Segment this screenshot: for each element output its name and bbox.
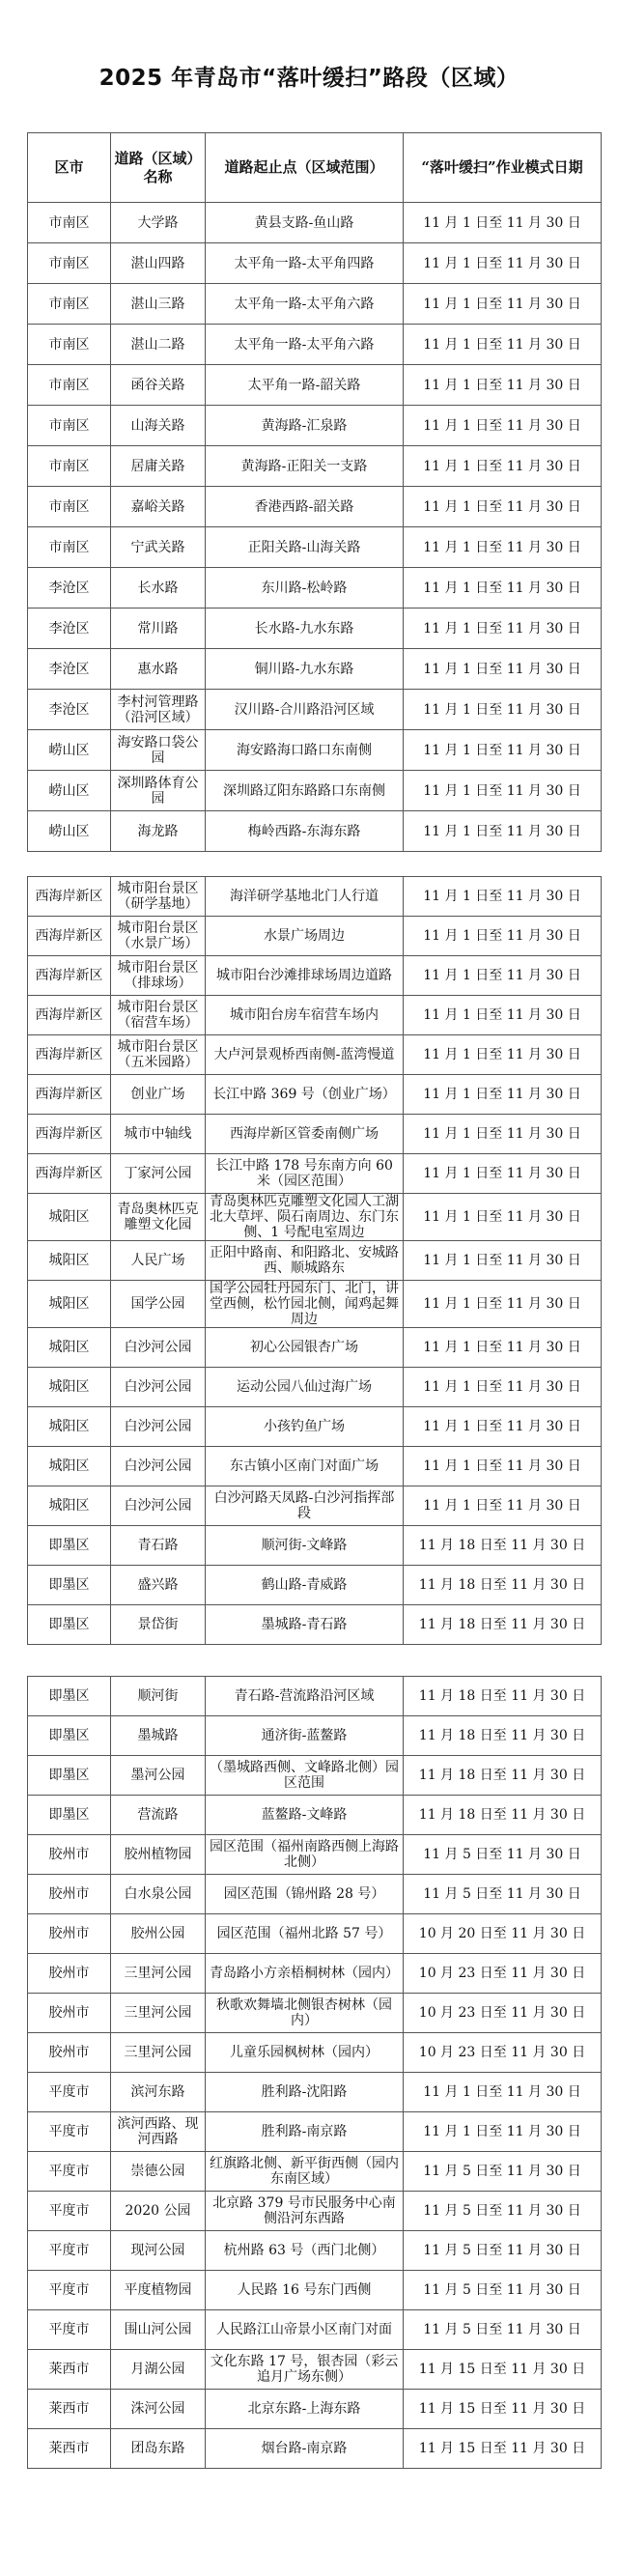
cell-district: 李沧区 — [28, 690, 111, 730]
cell-road-range: 香港西路-韶关路 — [206, 487, 404, 527]
cell-date: 11 月 15 日至 11 月 30 日 — [404, 2429, 602, 2469]
cell-road-name: 滨河东路 — [111, 2073, 206, 2112]
cell-road-range: 秋歌欢舞墙北侧银杏树林（园内） — [206, 1994, 404, 2033]
cell-road-range: 深圳路辽阳东路路口东南侧 — [206, 771, 404, 811]
table-row — [28, 1368, 602, 1407]
cell-date: 11 月 1 日至 11 月 30 日 — [404, 1407, 602, 1447]
cell-district: 平度市 — [28, 2112, 111, 2152]
cell-road-range: 海安路海口路口东南侧 — [206, 730, 404, 771]
table-row — [28, 877, 602, 917]
table-row — [28, 1035, 602, 1075]
cell-date: 11 月 1 日至 11 月 30 日 — [404, 1328, 602, 1368]
cell-road-range: 顺河街-文峰路 — [206, 1526, 404, 1566]
cell-road-range: 儿童乐园枫树林（园内） — [206, 2033, 404, 2073]
table-row — [28, 917, 602, 956]
cell-district: 李沧区 — [28, 649, 111, 690]
cell-district: 崂山区 — [28, 771, 111, 811]
table-row — [28, 2192, 602, 2231]
table-row — [28, 1154, 602, 1194]
cell-road-range: 北京东路-上海东路 — [206, 2390, 404, 2429]
cell-district: 城阳区 — [28, 1368, 111, 1407]
table-row — [28, 1194, 602, 1241]
cell-district: 崂山区 — [28, 811, 111, 852]
cell-road-range: 太平角一路-太平角四路 — [206, 243, 404, 284]
table-row — [28, 2350, 602, 2390]
table-row — [28, 1281, 602, 1328]
cell-road-name: 墨河公园 — [111, 1756, 206, 1796]
table-row — [28, 2429, 602, 2469]
table-row — [28, 1796, 602, 1835]
cell-road-range: 胜利路-沈阳路 — [206, 2073, 404, 2112]
cell-date: 11 月 1 日至 11 月 30 日 — [404, 730, 602, 771]
cell-district: 西海岸新区 — [28, 1075, 111, 1115]
cell-road-range: 人民路江山帝景小区南门对面 — [206, 2310, 404, 2350]
cell-date: 11 月 1 日至 11 月 30 日 — [404, 1154, 602, 1194]
cell-road-name: 湛山四路 — [111, 243, 206, 284]
cell-date: 11 月 1 日至 11 月 30 日 — [404, 203, 602, 243]
cell-road-name: 月湖公园 — [111, 2350, 206, 2390]
cell-road-name: 城市阳台景区（水景广场） — [111, 917, 206, 956]
table-row — [28, 1914, 602, 1954]
cell-date: 11 月 5 日至 11 月 30 日 — [404, 2231, 602, 2271]
cell-district: 胶州市 — [28, 1914, 111, 1954]
cell-road-range: 青石路-营流路沿河区域 — [206, 1677, 404, 1716]
cell-road-range: 鹤山路-青威路 — [206, 1566, 404, 1605]
cell-road-name: 2020 公园 — [111, 2192, 206, 2231]
cell-road-name: 大学路 — [111, 203, 206, 243]
cell-road-name: 平度植物园 — [111, 2271, 206, 2310]
cell-road-range: 黄海路-汇泉路 — [206, 406, 404, 446]
header-district: 区市 — [28, 133, 111, 203]
table-row — [28, 771, 602, 811]
cell-district: 即墨区 — [28, 1526, 111, 1566]
cell-road-range: 蓝鳌路-文峰路 — [206, 1796, 404, 1835]
cell-date: 11 月 1 日至 11 月 30 日 — [404, 1281, 602, 1328]
cell-road-range: 长江中路 369 号（创业广场） — [206, 1075, 404, 1115]
table-row — [28, 1486, 602, 1526]
table-row — [28, 2152, 602, 2192]
cell-date: 11 月 1 日至 11 月 30 日 — [404, 568, 602, 609]
cell-road-range: 烟台路-南京路 — [206, 2429, 404, 2469]
cell-district: 市南区 — [28, 365, 111, 406]
road-table-part-2 — [27, 876, 602, 1645]
cell-district: 城阳区 — [28, 1328, 111, 1368]
cell-road-name: 函谷关路 — [111, 365, 206, 406]
table-row — [28, 1875, 602, 1914]
cell-road-range: 文化东路 17 号，银杏园（彩云追月广场东侧） — [206, 2350, 404, 2390]
cell-road-name: 崇德公园 — [111, 2152, 206, 2192]
cell-road-name: 洙河公园 — [111, 2390, 206, 2429]
cell-district: 崂山区 — [28, 730, 111, 771]
cell-district: 城阳区 — [28, 1486, 111, 1526]
cell-district: 西海岸新区 — [28, 1035, 111, 1075]
cell-road-name: 现河公园 — [111, 2231, 206, 2271]
cell-date: 11 月 1 日至 11 月 30 日 — [404, 996, 602, 1035]
cell-date: 11 月 1 日至 11 月 30 日 — [404, 365, 602, 406]
cell-road-name: 白沙河公园 — [111, 1368, 206, 1407]
cell-road-range: 正阳关路-山海关路 — [206, 527, 404, 568]
cell-road-range: （墨城路西侧、文峰路北侧）园区范围 — [206, 1756, 404, 1796]
cell-road-range: 城市阳台房车宿营车场内 — [206, 996, 404, 1035]
cell-road-range: 长水路-九水东路 — [206, 609, 404, 649]
cell-date: 11 月 1 日至 11 月 30 日 — [404, 2112, 602, 2152]
cell-road-name: 丁家河公园 — [111, 1154, 206, 1194]
cell-road-name: 宁武关路 — [111, 527, 206, 568]
cell-road-range: 青岛奥林匹克雕塑文化园人工湖北大草坪、陨石南周边、东门东侧、1 号配电室周边 — [206, 1194, 404, 1241]
cell-district: 市南区 — [28, 406, 111, 446]
cell-date: 10 月 23 日至 11 月 30 日 — [404, 1994, 602, 2033]
table-row — [28, 1075, 602, 1115]
cell-road-name: 青岛奥林匹克雕塑文化园 — [111, 1194, 206, 1241]
cell-district: 莱西市 — [28, 2429, 111, 2469]
cell-date: 11 月 18 日至 11 月 30 日 — [404, 1677, 602, 1716]
table-row — [28, 730, 602, 771]
cell-district: 即墨区 — [28, 1756, 111, 1796]
table-row — [28, 446, 602, 487]
cell-road-range: 胜利路-南京路 — [206, 2112, 404, 2152]
cell-district: 胶州市 — [28, 1994, 111, 2033]
cell-date: 11 月 1 日至 11 月 30 日 — [404, 1115, 602, 1154]
table-row — [28, 2310, 602, 2350]
cell-road-name: 嘉峪关路 — [111, 487, 206, 527]
table-row — [28, 365, 602, 406]
table-row — [28, 1954, 602, 1994]
cell-date: 10 月 23 日至 11 月 30 日 — [404, 2033, 602, 2073]
table-row — [28, 2073, 602, 2112]
cell-road-name: 青石路 — [111, 1526, 206, 1566]
cell-road-range: 大卢河景观桥西南侧-蓝湾慢道 — [206, 1035, 404, 1075]
table-row — [28, 325, 602, 365]
cell-district: 胶州市 — [28, 2033, 111, 2073]
cell-road-name: 城市阳台景区（研学基地） — [111, 877, 206, 917]
cell-date: 11 月 1 日至 11 月 30 日 — [404, 1447, 602, 1486]
cell-road-range: 青岛路小方亲梧桐树林（园内） — [206, 1954, 404, 1994]
cell-road-name: 团岛东路 — [111, 2429, 206, 2469]
cell-road-range: 东古镇小区南门对面广场 — [206, 1447, 404, 1486]
cell-district: 市南区 — [28, 527, 111, 568]
cell-date: 11 月 1 日至 11 月 30 日 — [404, 690, 602, 730]
cell-road-range: 水景广场周边 — [206, 917, 404, 956]
cell-road-range: 园区范围（福州南路西侧上海路北侧） — [206, 1835, 404, 1875]
cell-district: 市南区 — [28, 284, 111, 325]
cell-road-name: 营流路 — [111, 1796, 206, 1835]
table-row — [28, 406, 602, 446]
table-row — [28, 203, 602, 243]
table-header-row — [28, 133, 602, 203]
cell-date: 11 月 1 日至 11 月 30 日 — [404, 2073, 602, 2112]
cell-road-name: 胶州公园 — [111, 1914, 206, 1954]
cell-district: 西海岸新区 — [28, 877, 111, 917]
cell-district: 城阳区 — [28, 1407, 111, 1447]
cell-district: 平度市 — [28, 2192, 111, 2231]
table-row — [28, 1328, 602, 1368]
cell-date: 11 月 18 日至 11 月 30 日 — [404, 1605, 602, 1645]
cell-district: 即墨区 — [28, 1605, 111, 1645]
cell-date: 11 月 18 日至 11 月 30 日 — [404, 1566, 602, 1605]
cell-road-name: 国学公园 — [111, 1281, 206, 1328]
cell-date: 11 月 1 日至 11 月 30 日 — [404, 609, 602, 649]
table-row — [28, 1756, 602, 1796]
cell-road-range: 长江中路 178 号东南方向 60 米（园区范围） — [206, 1154, 404, 1194]
table-row — [28, 1115, 602, 1154]
table-row — [28, 690, 602, 730]
cell-road-range: 园区范围（福州北路 57 号） — [206, 1914, 404, 1954]
cell-date: 11 月 1 日至 11 月 30 日 — [404, 1194, 602, 1241]
cell-road-name: 白沙河公园 — [111, 1407, 206, 1447]
cell-road-range: 白沙河路天凤路-白沙河指挥部段 — [206, 1486, 404, 1526]
cell-road-name: 湛山二路 — [111, 325, 206, 365]
table-row — [28, 2033, 602, 2073]
cell-road-name: 围山河公园 — [111, 2310, 206, 2350]
cell-date: 11 月 1 日至 11 月 30 日 — [404, 811, 602, 852]
cell-date: 11 月 18 日至 11 月 30 日 — [404, 1756, 602, 1796]
cell-road-name: 深圳路体育公园 — [111, 771, 206, 811]
cell-road-name: 城市阳台景区（五米园路） — [111, 1035, 206, 1075]
cell-district: 西海岸新区 — [28, 1154, 111, 1194]
cell-road-range: 红旗路北侧、新平街西侧（园内东南区域） — [206, 2152, 404, 2192]
cell-road-name: 长水路 — [111, 568, 206, 609]
cell-road-range: 太平角一路-韶关路 — [206, 365, 404, 406]
cell-district: 胶州市 — [28, 1835, 111, 1875]
table-row — [28, 956, 602, 996]
cell-date: 11 月 18 日至 11 月 30 日 — [404, 1526, 602, 1566]
cell-district: 平度市 — [28, 2231, 111, 2271]
cell-road-name: 白沙河公园 — [111, 1447, 206, 1486]
table-row — [28, 1241, 602, 1281]
table-row — [28, 1677, 602, 1716]
cell-road-range: 铜川路-九水东路 — [206, 649, 404, 690]
cell-district: 城阳区 — [28, 1194, 111, 1241]
cell-road-name: 城市阳台景区（宿营车场） — [111, 996, 206, 1035]
table-row — [28, 487, 602, 527]
cell-date: 11 月 1 日至 11 月 30 日 — [404, 877, 602, 917]
cell-date: 11 月 5 日至 11 月 30 日 — [404, 2310, 602, 2350]
table-row — [28, 243, 602, 284]
cell-road-range: 东川路-松岭路 — [206, 568, 404, 609]
cell-road-range: 小孩钓鱼广场 — [206, 1407, 404, 1447]
table-row — [28, 1716, 602, 1756]
cell-road-name: 三里河公园 — [111, 1954, 206, 1994]
cell-road-range: 初心公园银杏广场 — [206, 1328, 404, 1368]
table-row — [28, 1526, 602, 1566]
cell-road-name: 海龙路 — [111, 811, 206, 852]
cell-district: 市南区 — [28, 203, 111, 243]
table-row — [28, 284, 602, 325]
cell-date: 11 月 5 日至 11 月 30 日 — [404, 1875, 602, 1914]
table-row — [28, 811, 602, 852]
cell-road-name: 景岱街 — [111, 1605, 206, 1645]
cell-road-range: 黄海路-正阳关一支路 — [206, 446, 404, 487]
cell-district: 西海岸新区 — [28, 1115, 111, 1154]
cell-district: 平度市 — [28, 2152, 111, 2192]
table-row — [28, 649, 602, 690]
cell-road-range: 运动公园八仙过海广场 — [206, 1368, 404, 1407]
table-row — [28, 1605, 602, 1645]
cell-road-range: 梅岭西路-东海东路 — [206, 811, 404, 852]
cell-road-name: 白沙河公园 — [111, 1486, 206, 1526]
cell-date: 11 月 5 日至 11 月 30 日 — [404, 1835, 602, 1875]
table-row — [28, 2271, 602, 2310]
table-row — [28, 1407, 602, 1447]
cell-date: 10 月 23 日至 11 月 30 日 — [404, 1954, 602, 1994]
road-table-part-1 — [27, 132, 602, 852]
cell-date: 11 月 1 日至 11 月 30 日 — [404, 1368, 602, 1407]
header-date: “落叶缓扫”作业模式日期 — [404, 133, 602, 203]
cell-road-name: 三里河公园 — [111, 2033, 206, 2073]
cell-road-range: 杭州路 63 号（西门北侧） — [206, 2231, 404, 2271]
cell-district: 即墨区 — [28, 1566, 111, 1605]
page-title: 2025 年青岛市“落叶缓扫”路段（区域） — [98, 66, 520, 91]
cell-road-name: 惠水路 — [111, 649, 206, 690]
cell-date: 10 月 20 日至 11 月 30 日 — [404, 1914, 602, 1954]
cell-date: 11 月 1 日至 11 月 30 日 — [404, 406, 602, 446]
cell-road-range: 国学公园牡丹园东门、北门，讲堂西侧，松竹园北侧，闻鸡起舞周边 — [206, 1281, 404, 1328]
cell-road-name: 城市阳台景区（排球场） — [111, 956, 206, 996]
cell-district: 市南区 — [28, 446, 111, 487]
table-row — [28, 1835, 602, 1875]
cell-district: 城阳区 — [28, 1241, 111, 1281]
cell-district: 即墨区 — [28, 1796, 111, 1835]
cell-date: 11 月 1 日至 11 月 30 日 — [404, 487, 602, 527]
cell-district: 李沧区 — [28, 609, 111, 649]
cell-district: 平度市 — [28, 2310, 111, 2350]
cell-road-name: 常川路 — [111, 609, 206, 649]
cell-district: 即墨区 — [28, 1677, 111, 1716]
cell-road-name: 滨河西路、现河西路 — [111, 2112, 206, 2152]
cell-date: 11 月 18 日至 11 月 30 日 — [404, 1716, 602, 1756]
cell-district: 市南区 — [28, 487, 111, 527]
cell-date: 11 月 1 日至 11 月 30 日 — [404, 649, 602, 690]
cell-road-name: 盛兴路 — [111, 1566, 206, 1605]
table-row — [28, 996, 602, 1035]
cell-road-name: 人民广场 — [111, 1241, 206, 1281]
cell-district: 平度市 — [28, 2073, 111, 2112]
cell-date: 11 月 1 日至 11 月 30 日 — [404, 1486, 602, 1526]
cell-district: 西海岸新区 — [28, 917, 111, 956]
table-row — [28, 527, 602, 568]
cell-district: 即墨区 — [28, 1716, 111, 1756]
table-row — [28, 609, 602, 649]
cell-date: 11 月 1 日至 11 月 30 日 — [404, 771, 602, 811]
cell-road-name: 李村河管理路（沿河区域） — [111, 690, 206, 730]
cell-road-range: 太平角一路-太平角六路 — [206, 284, 404, 325]
cell-road-range: 通济街-蓝鳌路 — [206, 1716, 404, 1756]
cell-date: 11 月 1 日至 11 月 30 日 — [404, 325, 602, 365]
cell-road-range: 北京路 379 号市民服务中心南侧沿河东西路 — [206, 2192, 404, 2231]
cell-date: 11 月 1 日至 11 月 30 日 — [404, 527, 602, 568]
cell-road-name: 顺河街 — [111, 1677, 206, 1716]
cell-district: 西海岸新区 — [28, 996, 111, 1035]
cell-district: 胶州市 — [28, 1875, 111, 1914]
cell-date: 11 月 1 日至 11 月 30 日 — [404, 284, 602, 325]
cell-road-range: 正阳中路南、和阳路北、安城路西、顺城路东 — [206, 1241, 404, 1281]
cell-date: 11 月 15 日至 11 月 30 日 — [404, 2350, 602, 2390]
table-row — [28, 2231, 602, 2271]
cell-date: 11 月 1 日至 11 月 30 日 — [404, 446, 602, 487]
road-table-part-3 — [27, 1676, 602, 2469]
cell-road-range: 黄县支路-鱼山路 — [206, 203, 404, 243]
table-row — [28, 2390, 602, 2429]
table-row — [28, 1994, 602, 2033]
cell-road-name: 居庸关路 — [111, 446, 206, 487]
cell-date: 11 月 1 日至 11 月 30 日 — [404, 956, 602, 996]
cell-road-range: 汉川路-合川路沿河区域 — [206, 690, 404, 730]
cell-date: 11 月 18 日至 11 月 30 日 — [404, 1796, 602, 1835]
cell-district: 西海岸新区 — [28, 956, 111, 996]
cell-road-name: 三里河公园 — [111, 1994, 206, 2033]
cell-road-range: 西海岸新区管委南侧广场 — [206, 1115, 404, 1154]
cell-road-range: 园区范围（锦州路 28 号） — [206, 1875, 404, 1914]
table-row — [28, 1447, 602, 1486]
cell-road-range: 墨城路-青石路 — [206, 1605, 404, 1645]
cell-road-name: 城市中轴线 — [111, 1115, 206, 1154]
cell-date: 11 月 5 日至 11 月 30 日 — [404, 2271, 602, 2310]
cell-date: 11 月 1 日至 11 月 30 日 — [404, 917, 602, 956]
header-road-range: 道路起止点（区域范围） — [206, 133, 404, 203]
cell-district: 莱西市 — [28, 2350, 111, 2390]
cell-district: 城阳区 — [28, 1281, 111, 1328]
table-row — [28, 568, 602, 609]
table-row — [28, 2112, 602, 2152]
cell-date: 11 月 15 日至 11 月 30 日 — [404, 2390, 602, 2429]
cell-road-name: 山海关路 — [111, 406, 206, 446]
cell-district: 莱西市 — [28, 2390, 111, 2429]
cell-district: 市南区 — [28, 243, 111, 284]
cell-district: 胶州市 — [28, 1954, 111, 1994]
cell-road-name: 海安路口袋公园 — [111, 730, 206, 771]
cell-road-name: 湛山三路 — [111, 284, 206, 325]
cell-road-range: 太平角一路-太平角六路 — [206, 325, 404, 365]
cell-date: 11 月 1 日至 11 月 30 日 — [404, 1035, 602, 1075]
cell-district: 市南区 — [28, 325, 111, 365]
header-road-name: 道路（区域）名称 — [111, 133, 206, 203]
cell-road-range: 海洋研学基地北门人行道 — [206, 877, 404, 917]
cell-district: 平度市 — [28, 2271, 111, 2310]
cell-road-name: 创业广场 — [111, 1075, 206, 1115]
cell-date: 11 月 1 日至 11 月 30 日 — [404, 1075, 602, 1115]
cell-road-name: 白水泉公园 — [111, 1875, 206, 1914]
cell-road-name: 墨城路 — [111, 1716, 206, 1756]
table-row — [28, 1566, 602, 1605]
cell-road-range: 城市阳台沙滩排球场周边道路 — [206, 956, 404, 996]
cell-date: 11 月 1 日至 11 月 30 日 — [404, 1241, 602, 1281]
cell-road-name: 胶州植物园 — [111, 1835, 206, 1875]
cell-date: 11 月 5 日至 11 月 30 日 — [404, 2192, 602, 2231]
cell-date: 11 月 5 日至 11 月 30 日 — [404, 2152, 602, 2192]
cell-district: 李沧区 — [28, 568, 111, 609]
cell-road-range: 人民路 16 号东门西侧 — [206, 2271, 404, 2310]
cell-date: 11 月 1 日至 11 月 30 日 — [404, 243, 602, 284]
cell-district: 城阳区 — [28, 1447, 111, 1486]
cell-road-name: 白沙河公园 — [111, 1328, 206, 1368]
